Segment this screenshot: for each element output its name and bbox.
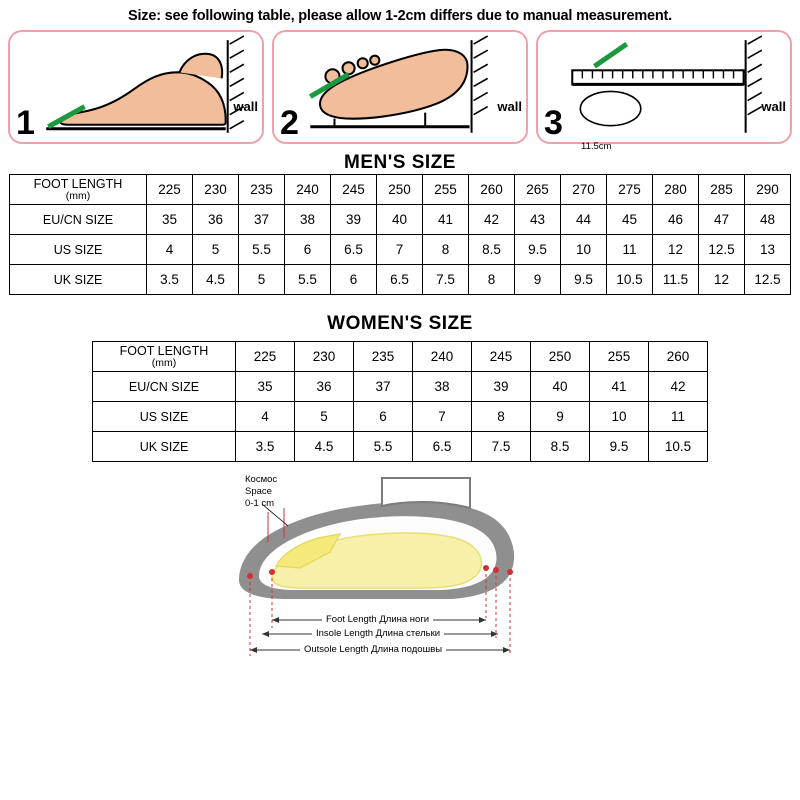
cell: 10 <box>590 402 649 432</box>
cell: 275 <box>607 175 653 205</box>
cell: 11 <box>607 235 653 265</box>
cell: 3.5 <box>236 432 295 462</box>
cell: 12.5 <box>699 235 745 265</box>
step-number-2: 2 <box>280 104 299 142</box>
space-label <box>245 474 277 510</box>
cell: 5 <box>295 402 354 432</box>
cell: 42 <box>649 372 708 402</box>
cell: 10.5 <box>607 265 653 295</box>
cell: 8 <box>423 235 469 265</box>
cell: 225 <box>147 175 193 205</box>
cell: 5.5 <box>239 235 285 265</box>
cell: 40 <box>531 372 590 402</box>
table-row <box>93 402 708 432</box>
step-box-2 <box>272 30 528 144</box>
cell: 6 <box>331 265 377 295</box>
womens-size-table <box>92 341 708 462</box>
cell: 10 <box>561 235 607 265</box>
cell: 43 <box>515 205 561 235</box>
step-box-3 <box>536 30 792 152</box>
cell: 230 <box>295 342 354 372</box>
cell: 5 <box>239 265 285 295</box>
cell: 6 <box>354 402 413 432</box>
step-box-1 <box>8 30 264 144</box>
cell: 290 <box>745 175 791 205</box>
mens-size-table <box>9 174 791 295</box>
space-label-en: Space <box>245 485 272 497</box>
cell: 35 <box>147 205 193 235</box>
womens-size-section <box>0 313 800 462</box>
step-3-illustration <box>538 32 790 143</box>
cell: 4.5 <box>295 432 354 462</box>
cell: 35 <box>236 372 295 402</box>
measure-label-outsole-length: Outsole Length Длина подошвы <box>300 644 446 655</box>
row-label-foot-length: FOOT LENGTH (mm) <box>10 175 147 205</box>
step-1-illustration <box>10 32 262 143</box>
space-label-value: 0-1 cm <box>245 497 275 509</box>
step-number-3: 3 <box>544 104 563 142</box>
mens-size-title: MEN'S SIZE <box>344 152 456 173</box>
cell: 10.5 <box>649 432 708 462</box>
cell: 260 <box>649 342 708 372</box>
cell: 260 <box>469 175 515 205</box>
table-row <box>10 205 791 235</box>
table-row <box>10 235 791 265</box>
cell: 11.5 <box>653 265 699 295</box>
cell: 250 <box>531 342 590 372</box>
cell: 45 <box>607 205 653 235</box>
cell: 38 <box>285 205 331 235</box>
cell: 235 <box>239 175 285 205</box>
cell: 235 <box>354 342 413 372</box>
cell: 9 <box>531 402 590 432</box>
cell: 48 <box>745 205 791 235</box>
step-2-wall-label: wall <box>497 99 522 114</box>
cell: 8.5 <box>469 235 515 265</box>
page-title: Size: see following table, please allow 1-2cm differs due to manual measurement. <box>127 8 673 24</box>
cell: 245 <box>472 342 531 372</box>
cell: 46 <box>653 205 699 235</box>
cell: 9.5 <box>515 235 561 265</box>
step-3-measure-value: 11.5cm <box>581 141 612 152</box>
cell: 6 <box>285 235 331 265</box>
table-row <box>93 432 708 462</box>
cell: 9 <box>515 265 561 295</box>
cell: 4.5 <box>193 265 239 295</box>
cell: 11 <box>649 402 708 432</box>
row-label-us: US SIZE <box>10 235 147 265</box>
table-row <box>93 372 708 402</box>
mens-size-section <box>0 152 800 295</box>
row-label-eu-cn: EU/CN SIZE <box>93 372 236 402</box>
cell: 12 <box>699 265 745 295</box>
step-1-wall-label: wall <box>233 99 258 114</box>
cell: 41 <box>423 205 469 235</box>
cell: 38 <box>413 372 472 402</box>
cell: 280 <box>653 175 699 205</box>
cell: 265 <box>515 175 561 205</box>
cell: 47 <box>699 205 745 235</box>
cell: 7 <box>377 235 423 265</box>
step-2-illustration <box>274 32 526 143</box>
cell: 285 <box>699 175 745 205</box>
step-3-wall-label: wall <box>761 99 786 114</box>
cell: 6.5 <box>377 265 423 295</box>
step-number-1: 1 <box>16 104 35 142</box>
cell: 9.5 <box>590 432 649 462</box>
cell: 6.5 <box>413 432 472 462</box>
cell: 37 <box>239 205 285 235</box>
row-label-uk: UK SIZE <box>10 265 147 295</box>
row-label-uk: UK SIZE <box>93 432 236 462</box>
cell: 225 <box>236 342 295 372</box>
cell: 240 <box>413 342 472 372</box>
cell: 36 <box>193 205 239 235</box>
cell: 12.5 <box>745 265 791 295</box>
cell: 9.5 <box>561 265 607 295</box>
measure-label-insole-length: Insole Length Длина стельки <box>312 628 444 639</box>
cell: 8 <box>472 402 531 432</box>
cell: 5 <box>193 235 239 265</box>
cell: 4 <box>236 402 295 432</box>
cell: 270 <box>561 175 607 205</box>
cell: 5.5 <box>354 432 413 462</box>
cell: 42 <box>469 205 515 235</box>
cell: 7.5 <box>423 265 469 295</box>
table-row <box>10 265 791 295</box>
womens-size-title: WOMEN'S SIZE <box>327 313 473 334</box>
cell: 7 <box>413 402 472 432</box>
cell: 39 <box>472 372 531 402</box>
cell: 12 <box>653 235 699 265</box>
cell: 6.5 <box>331 235 377 265</box>
cell: 8.5 <box>531 432 590 462</box>
cell: 245 <box>331 175 377 205</box>
cell: 36 <box>295 372 354 402</box>
table-row <box>10 175 791 205</box>
cell: 13 <box>745 235 791 265</box>
cell: 255 <box>590 342 649 372</box>
cell: 240 <box>285 175 331 205</box>
row-label-us: US SIZE <box>93 402 236 432</box>
cell: 7.5 <box>472 432 531 462</box>
table-row <box>93 342 708 372</box>
cell: 230 <box>193 175 239 205</box>
cell: 41 <box>590 372 649 402</box>
cell: 3.5 <box>147 265 193 295</box>
cell: 44 <box>561 205 607 235</box>
cell: 40 <box>377 205 423 235</box>
measuring-steps <box>0 30 800 152</box>
cell: 250 <box>377 175 423 205</box>
cell: 5.5 <box>285 265 331 295</box>
space-label-ru: Космос <box>245 474 278 485</box>
cell: 8 <box>469 265 515 295</box>
cell: 255 <box>423 175 469 205</box>
row-label-eu-cn: EU/CN SIZE <box>10 205 147 235</box>
row-label-foot-length: FOOT LENGTH (mm) <box>93 342 236 372</box>
cell: 37 <box>354 372 413 402</box>
shoe-measurement-diagram <box>0 468 800 678</box>
measure-label-foot-length: Foot Length Длина ноги <box>322 614 433 625</box>
cell: 4 <box>147 235 193 265</box>
cell: 39 <box>331 205 377 235</box>
